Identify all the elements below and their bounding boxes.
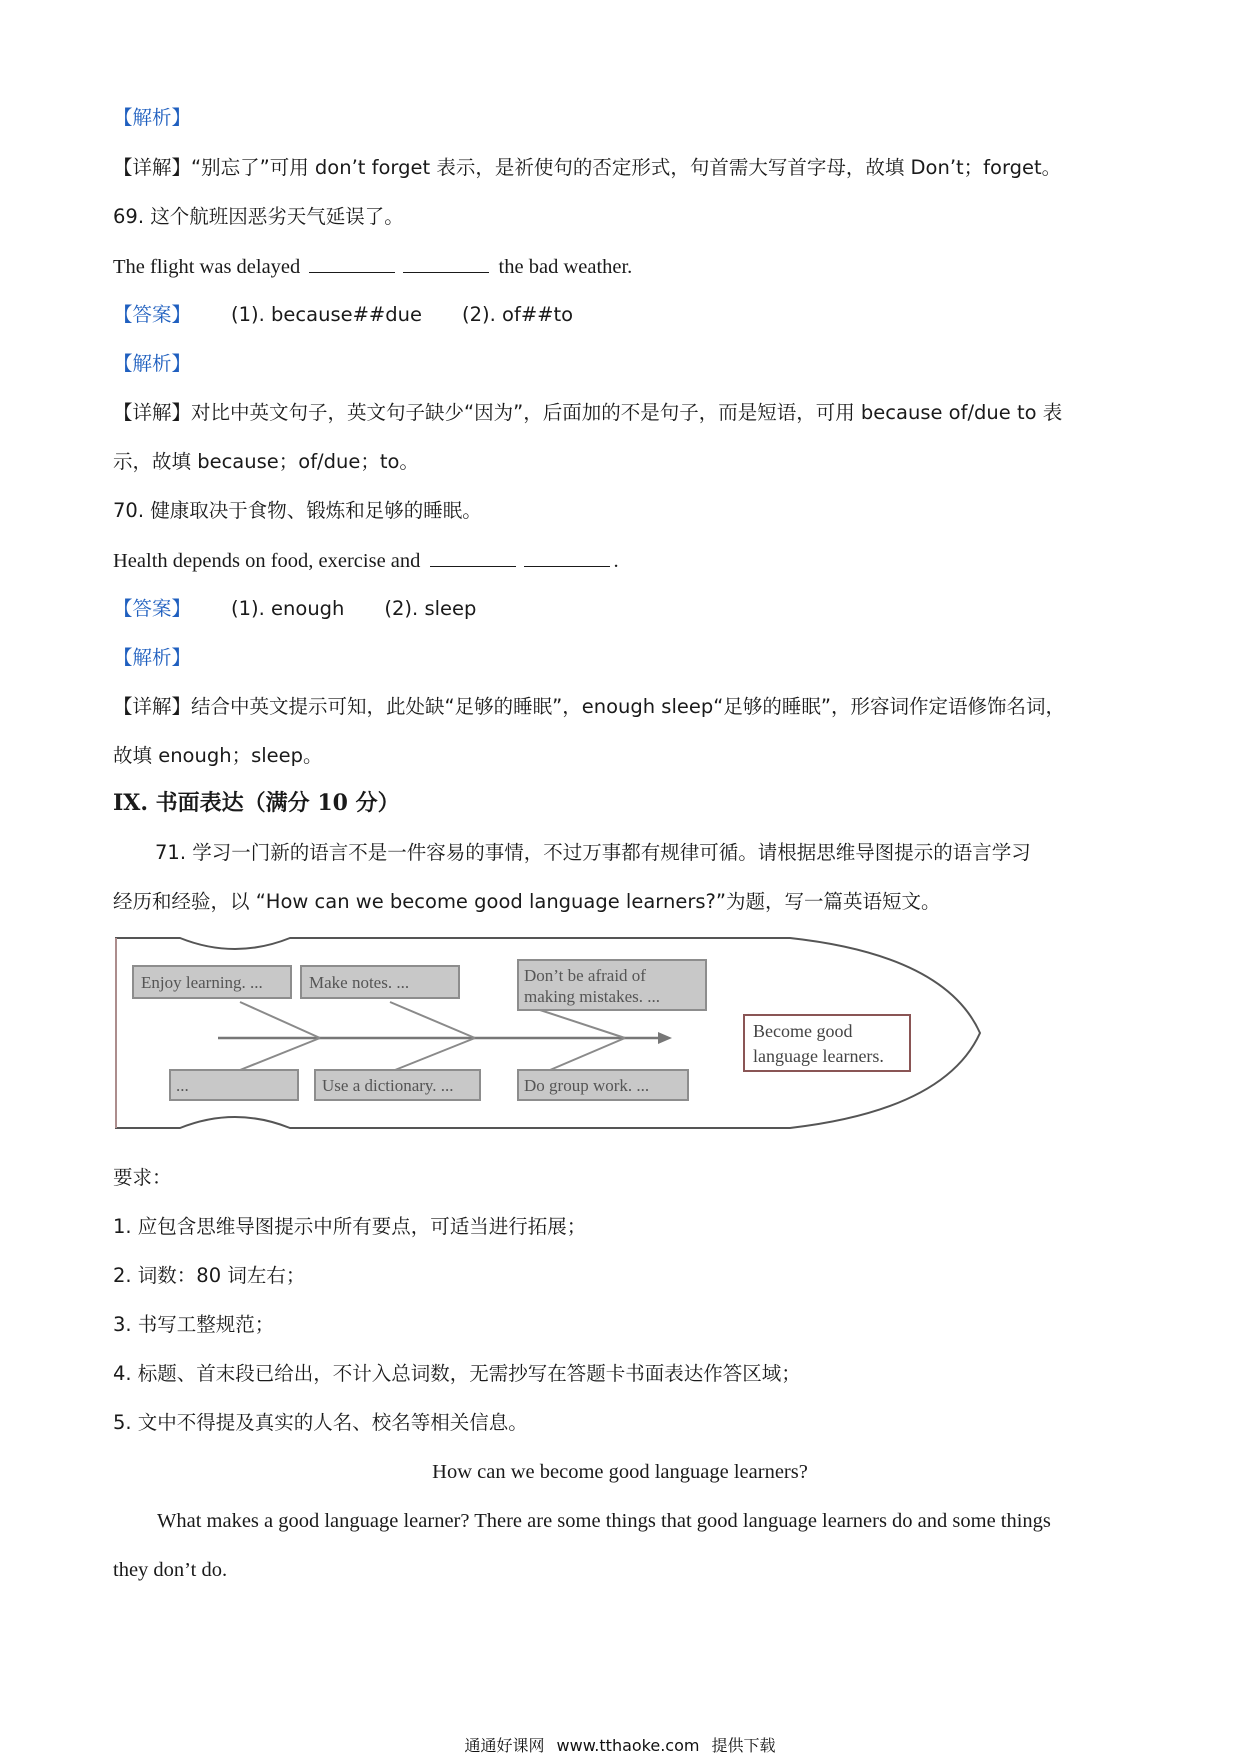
mindmap-label: Use a dictionary. ... — [322, 1076, 454, 1095]
requirement-item: 1. 应包含思维导图提示中所有要点，可适当进行拓展； — [113, 1215, 587, 1238]
essay-paragraph: What makes a good language learner? There are some things that good language learners do and some things — [157, 1510, 1051, 1532]
sentence-69-before: The flight was delayed — [113, 256, 301, 278]
question-69: 69. 这个航班因恶劣天气延误了。 — [113, 205, 404, 228]
footer-site-name: 通通好课网 — [464, 1736, 545, 1755]
detail-text-cont: 示，故填 because；of/due；to。 — [113, 450, 419, 473]
answer-70-1: (1). enough — [231, 597, 345, 620]
detail-text: 结合中英文提示可知，此处缺“足够的睡眠”，enough sleep“足够的睡眠”，形容词作定语修饰名词， — [191, 695, 1065, 718]
blank-1 — [309, 256, 395, 273]
mindmap-box — [170, 1070, 298, 1100]
requirement-item: 3. 书写工整规范； — [113, 1313, 275, 1336]
analysis-tag: 【解析】 — [113, 646, 192, 669]
question-70: 70. 健康取决于食物、锻炼和足够的睡眠。 — [113, 499, 482, 522]
answer-69-2: (2). of##to — [462, 303, 574, 326]
sentence-69 — [113, 256, 632, 278]
requirement-item: 2. 词数：80 词左右； — [113, 1264, 306, 1287]
blank-2 — [403, 256, 489, 273]
page-footer — [0, 1733, 1240, 1756]
analysis-tag: 【解析】 — [113, 352, 192, 375]
requirement-item: 5. 文中不得提及真实的人名、校名等相关信息。 — [113, 1411, 528, 1434]
section-heading: IX. 书面表达（满分 10 分） — [113, 790, 400, 816]
answer-69-1: (1). because##due — [231, 303, 423, 326]
requirements-label: 要求： — [113, 1166, 172, 1189]
answer-70-2: (2). sleep — [384, 597, 477, 620]
mind-map-diagram — [110, 930, 990, 1148]
goal-label: language learners. — [753, 1046, 884, 1066]
question-71-prompt-cont: 经历和经验，以 “How can we become good language learners?”为题，写一篇英语短文。 — [113, 890, 941, 913]
detail-text: 对比中英文句子，英文句子缺少“因为”，后面加的不是句子，而是短语，可用 because of/due to 表 — [191, 401, 1063, 424]
answer-tag: 【答案】 — [113, 597, 192, 620]
essay-title: How can we become good language learners? — [432, 1461, 808, 1483]
detail-tag: 【详解】 — [113, 401, 192, 424]
requirement-item: 4. 标题、首末段已给出，不计入总词数，无需抄写在答题卡书面表达作答区域； — [113, 1362, 801, 1385]
detail-tag: 【详解】 — [113, 695, 192, 718]
sentence-70-before: Health depends on food, exercise and — [113, 550, 421, 572]
answer-70 — [113, 599, 476, 619]
analysis-tag: 【解析】 — [113, 106, 192, 129]
goal-label: Become good — [753, 1021, 853, 1041]
answer-tag: 【答案】 — [113, 303, 192, 326]
sentence-69-after: the bad weather. — [498, 256, 633, 278]
footer-note: 提供下载 — [711, 1736, 776, 1755]
detail-tag: 【详解】 — [113, 156, 192, 179]
sentence-70 — [113, 550, 619, 572]
blank-2 — [524, 550, 610, 567]
essay-paragraph-cont: they don’t do. — [113, 1559, 228, 1581]
mindmap-label: Enjoy learning. ... — [141, 973, 263, 992]
answer-69 — [113, 305, 573, 325]
mindmap-label: Make notes. ... — [309, 973, 410, 992]
footer-url[interactable]: www.tthaoke.com — [556, 1736, 700, 1755]
blank-1 — [430, 550, 516, 567]
question-71-prompt: 71. 学习一门新的语言不是一件容易的事情，不过万事都有规律可循。请根据思维导图提示的语言学习 — [155, 841, 1031, 864]
sentence-70-after: . — [613, 550, 619, 572]
detail-paragraph — [113, 697, 1065, 717]
detail-text-cont: 故填 enough；sleep。 — [113, 744, 323, 767]
detail-paragraph — [113, 403, 1062, 423]
mindmap-label: ... — [176, 1076, 189, 1095]
detail-paragraph — [113, 158, 1061, 178]
detail-text: “别忘了”可用 don’t forget 表示，是祈使句的否定形式，句首需大写首字母，故填 Don’t；forget。 — [191, 156, 1062, 179]
mindmap-label: making mistakes. ... — [524, 987, 660, 1006]
mindmap-label: Don’t be afraid of — [524, 966, 646, 985]
mindmap-label: Do group work. ... — [524, 1076, 650, 1095]
